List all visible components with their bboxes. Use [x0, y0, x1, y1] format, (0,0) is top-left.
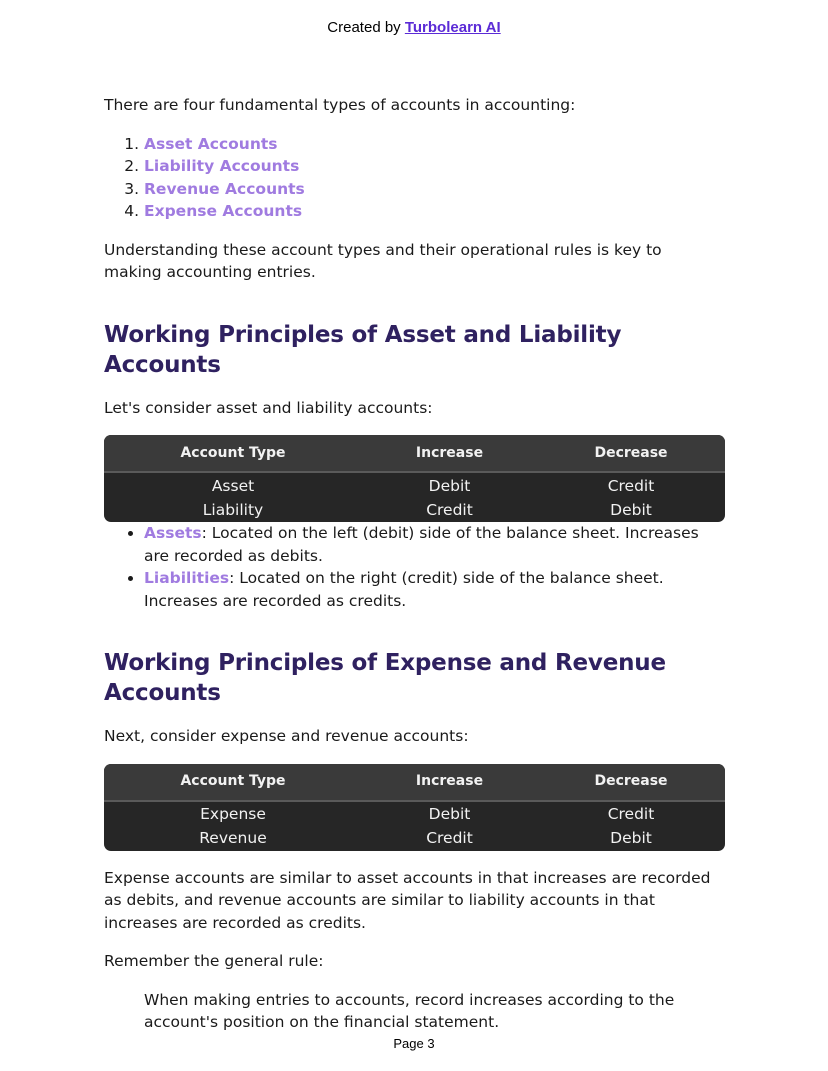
table-cell: Asset	[211, 476, 255, 495]
page-content	[104, 94, 724, 1034]
list-item	[144, 200, 724, 223]
table-cell: Debit	[610, 829, 652, 848]
table-row	[104, 827, 725, 851]
table-cell: Liability	[202, 500, 264, 519]
table-row	[104, 474, 725, 498]
table-cell: Debit	[428, 805, 471, 824]
account-type-link[interactable]: Liability Accounts	[144, 157, 300, 175]
table-header-row	[104, 764, 725, 802]
understanding-text: Understanding these account types and their operational rules is key to making accounting entries.	[104, 240, 662, 281]
turbolearn-link[interactable]: Turbolearn AI	[404, 19, 501, 36]
table-cell: Credit	[426, 829, 473, 848]
expense-revenue-table	[104, 764, 725, 851]
table-cell: Expense	[200, 805, 266, 824]
table-cell: Debit	[428, 476, 471, 495]
expense-revenue-paragraph: Expense accounts are similar to asset accounts in that increases are recorded as debits, and revenue accounts are similar to liability accounts in that increases are recorded as credits.	[104, 868, 711, 932]
account-type-link[interactable]: Revenue Accounts	[144, 179, 305, 198]
account-type-link[interactable]: Expense Accounts	[144, 202, 303, 220]
bullet-text: : Located on the right (credit) side of the balance sheet. Increases are recorded as credits.	[144, 569, 664, 610]
column-header: Decrease	[594, 444, 668, 461]
column-header: Account Type	[180, 444, 286, 461]
page-header	[0, 19, 828, 36]
page-number: Page 3	[393, 1036, 435, 1051]
column-header: Account Type	[180, 773, 286, 790]
section1-lead: Let's consider asset and liability accounts:	[104, 398, 433, 417]
table-cell: Credit	[426, 500, 473, 519]
column-header: Increase	[415, 773, 484, 790]
bullet-term[interactable]: Liabilities	[144, 569, 230, 587]
table-header-row	[104, 435, 725, 473]
table-cell: Credit	[607, 476, 655, 495]
rule-lead: Remember the general rule:	[104, 952, 324, 970]
account-type-link[interactable]: Asset Accounts	[144, 134, 278, 153]
section-heading-expense-revenue: Working Principles of Expense and Revenue Accounts	[104, 650, 666, 706]
asset-liability-table	[104, 435, 725, 522]
intro-text: There are four fundamental types of accounts in accounting:	[104, 96, 576, 114]
section2-lead: Next, consider expense and revenue accounts:	[104, 727, 469, 745]
column-header: Increase	[415, 444, 484, 461]
section-heading-asset-liability: Working Principles of Asset and Liability Accounts	[104, 321, 622, 378]
list-item	[144, 567, 724, 612]
header-prefix: Created by	[327, 19, 401, 36]
list-item	[144, 178, 724, 201]
general-rule-quote: When making entries to accounts, record increases according to the account's position on the financial statement.	[144, 990, 675, 1031]
table-row	[104, 498, 725, 522]
section1-bullets	[104, 522, 724, 612]
table-row	[104, 803, 725, 827]
table-cell: Debit	[610, 500, 652, 519]
list-item	[144, 155, 724, 178]
table-cell: Revenue	[199, 829, 267, 848]
account-types-list	[104, 133, 724, 223]
bullet-term[interactable]: Assets	[144, 524, 202, 542]
list-item	[144, 133, 724, 156]
column-header: Decrease	[594, 773, 668, 790]
table-cell: Credit	[607, 805, 655, 824]
bullet-text: : Located on the left (debit) side of the balance sheet. Increases are recorded as debits.	[144, 524, 699, 565]
list-item	[144, 522, 724, 567]
